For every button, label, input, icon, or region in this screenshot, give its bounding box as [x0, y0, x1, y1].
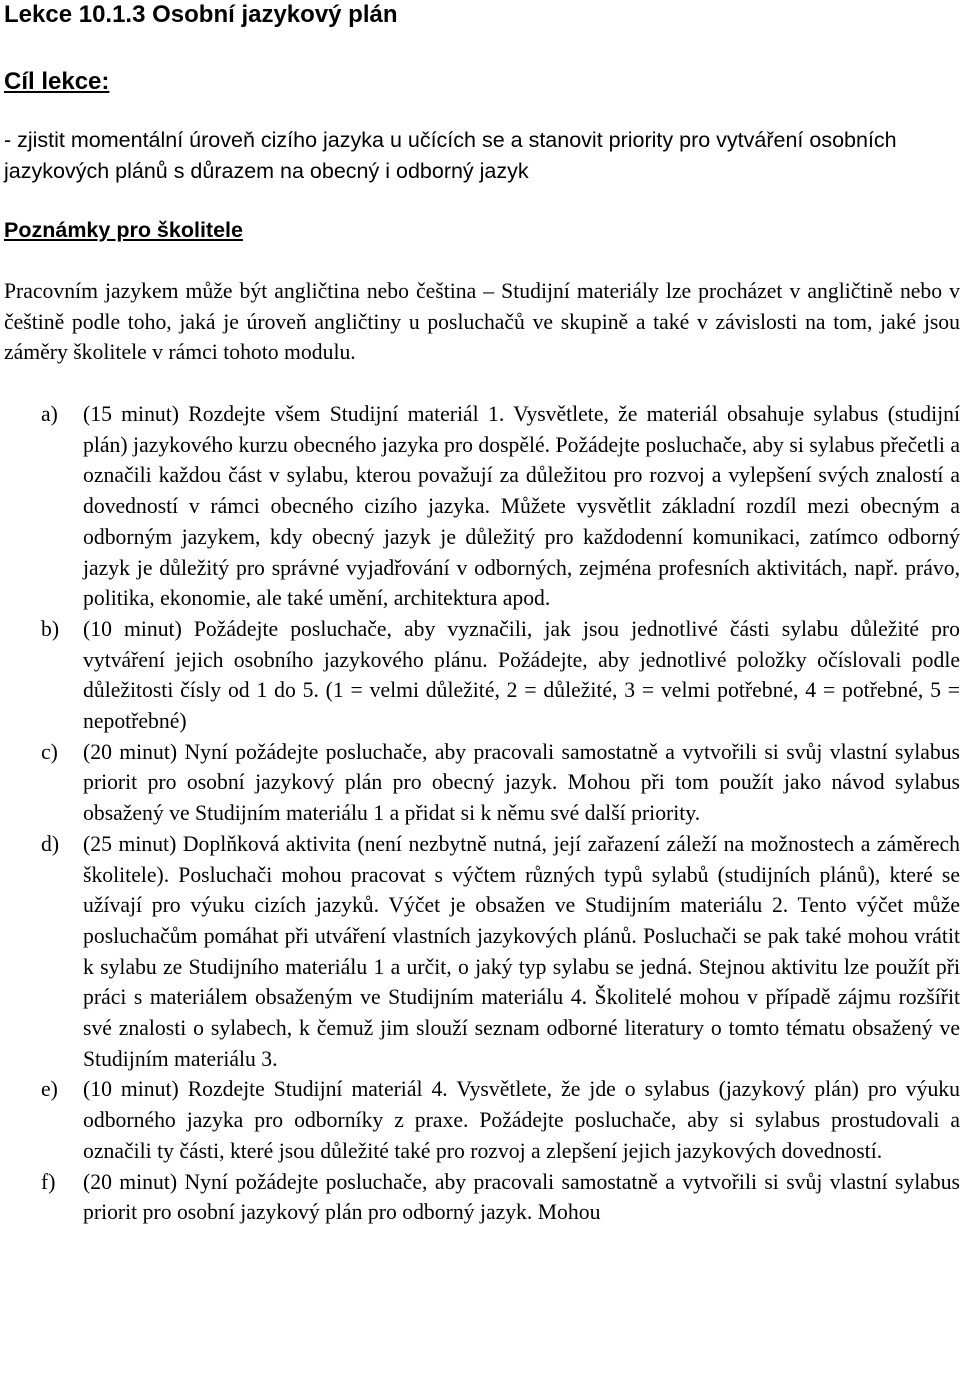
notes-intro: Pracovním jazykem může být angličtina nebo čeština – Studijní materiály lze procházet v angličtině nebo v češtině podle toho, jaká je úroveň angličtiny u posluchačů ve skupině a také v závislosti na tom, jaké jsou záměry školitele v rámci tohoto modulu.	[4, 279, 960, 365]
task-item-a	[0, 399, 960, 614]
task-item-f	[0, 1167, 960, 1228]
task-marker: f)	[41, 1169, 56, 1194]
task-text: (20 minut) Nyní požádejte posluchače, aby pracovali samostatně a vytvořili si svůj vlastní sylabus priorit pro osobní jazykový plán pro obecný jazyk. Mohou při tom použít jako návod sylabus obsažený ve Studijním materiálu 1 a přidat si k němu své další priority.	[83, 739, 960, 826]
task-item-e	[0, 1074, 960, 1166]
task-item-b	[0, 614, 960, 737]
task-text: (15 minut) Rozdejte všem Studijní materiál 1. Vysvětlete, že materiál obsahuje sylabus (studijní plán) jazykového kurzu obecného jazyka pro dospělé. Požádejte posluchače, aby si sylabus přečetli a označili každou část v sylabu, kterou považují za důležitou pro rozvoj a vylepšení svých znalostí a dovedností v rámci obecného cizího jazyka. Můžete vysvětlit základní rozdíl mezi obecným a odborným jazykem, kdy obecný jazyk je důležitý pro každodenní komunikaci, zatímco odborný jazyk je důležitý pro správné vyjadřování v odborných, zejména profesních aktivitách, např. právo, politika, ekonomie, ale také umění, architektura apod.	[83, 402, 960, 611]
task-item-c	[0, 737, 960, 829]
task-marker: d)	[41, 831, 60, 856]
task-marker: b)	[41, 616, 60, 641]
task-marker: a)	[41, 402, 58, 426]
task-item-d	[0, 829, 960, 1075]
task-marker: e)	[41, 1077, 58, 1102]
task-text: (20 minut) Nyní požádejte posluchače, aby pracovali samostatně a vytvořili si svůj vlastní sylabus priorit pro osobní jazykový plán pro odborný jazyk. Mohou	[83, 1169, 960, 1225]
task-text: (10 minut) Požádejte posluchače, aby vyznačili, jak jsou jednotlivé části sylabu důležité pro vytváření jejich osobního jazykového plánu. Požádejte, aby jednotlivé položky očíslovali podle důležitosti čísly od 1 do 5. (1 = velmi důležité, 2 = důležité, 3 = velmi potřebné, 4 = potřebné, 5 = nepotřebné)	[83, 616, 960, 734]
task-text: (25 minut) Doplňková aktivita (není nezbytně nutná, její zařazení záleží na možnostech a záměrech školitele). Posluchači mohou pracovat s výčtem různých typů sylabů (studijních plánů), které se užívají pro výuku cizích jazyků. Výčet je obsažen ve Studijním materiálu 2. Tento výčet může posluchačům pomáhat při utváření vlastních jazykových plánů. Posluchači se pak také mohou vrátit k sylabu ze Studijního materiálu 1 a určit, o jaký typ sylabu se jedná. Stejnou aktivitu lze použít při práci s materiálem obsaženým ve Studijním materiálu 4. Školitelé mohou v případě zájmu rozšířit své znalosti o sylabech, k čemuž jim slouží seznam odborné literatury o tomto tématu obsažený ve Studijním materiálu 3.	[83, 831, 960, 1071]
task-marker: c)	[41, 739, 58, 764]
goal-text: - zjistit momentální úroveň cizího jazyka u učících se a stanovit priority pro vytváření osobních jazykových plánů s důrazem na obecný i odborný jazyk	[4, 128, 897, 183]
notes-heading: Poznámky pro školitele	[4, 218, 243, 242]
task-text: (10 minut) Rozdejte Studijní materiál 4. Vysvětlete, že jde o sylabus (jazykový plán) pro výuku odborného jazyka pro odborníky z praxe. Požádejte posluchače, aby si sylabus prostudovali a označili ty části, které jsou důležité také pro rozvoj a zlepšení jejich jazykových dovedností.	[83, 1077, 960, 1163]
task-list	[0, 399, 960, 1228]
lesson-title: Lekce 10.1.3 Osobní jazykový plán	[4, 1, 398, 28]
goal-heading: Cíl lekce:	[4, 68, 110, 95]
